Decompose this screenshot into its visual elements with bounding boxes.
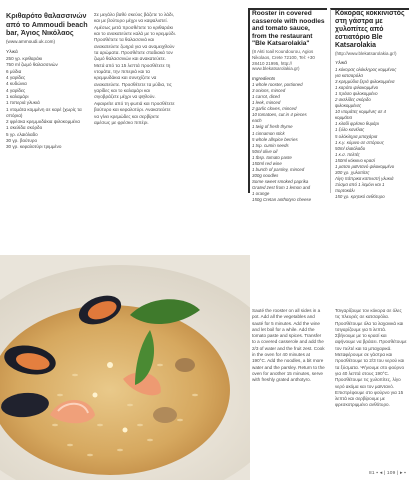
ingredient-item: Ξύσμα από 1 λεμόνι και 1 (335, 181, 385, 187)
left-recipe-method-column (94, 12, 176, 126)
ingredient-item: 1 κλαδί φρέσκο θυμάρι (335, 121, 380, 127)
left-recipe-title: Κριθαρότο θαλασσινών από το Ammoudi beach bar, Άγιος Νικόλαος (6, 11, 88, 38)
greek-recipe-method-column (335, 308, 407, 409)
ingredient-item: 750 ml ζωμό θαλασσινών (6, 62, 58, 68)
ingredient-item: 1 καρότο ψιλοκομμένο (335, 85, 379, 91)
cheese-flake (123, 428, 128, 433)
greek-ingredients-heading: Υλικά (335, 61, 347, 66)
ingredient-item: 150ml κόκκινο κρασί (335, 157, 375, 163)
ingredient-item: 5 ολόκληρα μπαχάρια (335, 133, 378, 139)
ingredient-item: 5 γρ. ελαιόλαδο (6, 131, 38, 137)
ingredient-item: 1 κ.σ. πελτές (335, 151, 360, 157)
left-ingredients-list (6, 56, 88, 150)
ingredient-item: 1 tbsp. tomato paste (252, 154, 292, 160)
ingredient-item: 30 γρ. βούτυρο (6, 138, 38, 144)
ingredient-item: 1 κ.γ. κύμινο σε σπόρους (335, 139, 384, 145)
page-footer: 81 ▪ ◂ | 109 | ▸ ▪ (369, 471, 406, 476)
ingredient-item: για κατσαρόλα (335, 73, 363, 79)
english-recipe-column (252, 10, 325, 203)
ingredient-item: 300 γρ. χυλοπίτες (335, 169, 370, 175)
ingredient-item: 300g noodles (252, 172, 279, 178)
ingredient-item: κομμάτια (335, 115, 353, 121)
ingredient-item: 2 φρέσκα κρεμμυδάκια ψιλοκομμένα (6, 119, 80, 125)
ingredient-item: 30 γρ. κεφαλοτύρι τριμμένο (6, 144, 62, 150)
ingredient-item: 5 whole allspice berries (252, 136, 298, 142)
ingredient-item: 1 καλαμάρι (6, 93, 29, 99)
ingredient-item: 1 tsp. cumin seeds (252, 142, 289, 148)
ingredient-item: 1 twig of fresh thyme (252, 124, 293, 130)
ingredient-item: 250 γρ. κριθαράκι (6, 56, 43, 62)
ingredient-item: 1 whole rooster, portioned (252, 82, 303, 88)
left-recipe-column (6, 12, 88, 151)
ingredient-item: 1 κόκορας ολόκληρος κομμένος (335, 67, 397, 72)
cheese-flake (107, 362, 113, 368)
ingredient-item: each (252, 118, 262, 124)
ingredient-item: 1 cinnamon stick (252, 130, 285, 136)
english-recipe-method-column (252, 308, 325, 384)
clam (153, 407, 177, 423)
ingredient-item: 150ml red wine (252, 160, 282, 166)
ingredient-item: Λίγη πάπρικα καπνιστή γλυκιά (335, 175, 394, 181)
ingredient-item: 3 κρεμμύδια ξερά ψιλοκομμένα (335, 79, 395, 85)
ingredient-item: 3 onions, minced (252, 88, 286, 94)
ingredient-item: 4 γαρίδες (6, 75, 26, 81)
food-photo (0, 255, 250, 480)
ingredient-item: 1 bunch of parsley, minced (252, 166, 305, 172)
clam (175, 358, 195, 372)
ingredient-item: ψιλοκομμένες (335, 103, 362, 109)
ingredient-item: 4 γαρίδες (6, 87, 26, 93)
english-recipe-address: (8 Akti Ioail Koundourou, Agios Nikolaos, Crete 72100, Tel: +30 28410 21995, http:// www.blekatsarolakia.gr) (252, 48, 315, 72)
left-recipe-url: (www.ammoudi.uk.com) (6, 38, 56, 44)
ingredient-item: 10 ντομάτες κομμένες σε 4 (335, 109, 386, 115)
english-ingredients-heading: Ingredients (252, 76, 276, 82)
greek-ingredients-list (335, 67, 407, 200)
greek-recipe-method: Τσιγαρίζουμε τον κόκορα σε όλες τις πλευρές σε κατσαρόλα. Προσθέτουμε όλα τα λαχανικά και τσιγαρίζουμε για 5 λεπτά. Σβήνουμε με το κρασί και αφήνουμε να βράσει. Προσθέτουμε τον πελτέ και τα μπαχαρικά. Μεταφέρουμε σε γάστρα και προσθέτουμε τα 2/3 του νερού και τα ξύσματα. Ψήνουμε στο φούρνο για 40 λεπτά στους 190°C. Προσθέτουμε τις χυλοπίτες, λίγο νερό ακόμα και τον μαϊντανό. Επιστρέφουμε στο φούρνο για 15 λεπτά και σερβίρουμε με φρεσκοτριμμένο ανθότυρο. (335, 308, 407, 408)
ingredient-item: 4 κυδώνια (6, 81, 27, 87)
ingredient-item: 150g Cretan anthotyro cheese (252, 197, 312, 203)
ingredient-item: 1 ματσο μαϊντανό ψιλοκομμένο (335, 163, 395, 169)
ingredient-item: 1 leek, minced (252, 100, 281, 106)
english-recipe-method: Sauté the rooster on all sides in a pot. Add all the vegetables and sauté for 5 minutes. Add the wine and let boil for a while. Add the tomato paste and spices. Transfer to a covered casserole and add the 2/3 of water and the fruit zest. Cook in the oven for 40 minutes at 190°C. Add the noodles, a bit more water and the parsley. Return to the oven for another 15 minutes, serve with freshly grated anthotyro. (252, 308, 325, 383)
ingredient-item: 1 πράσο ψιλοκομμένο (335, 91, 378, 97)
ingredient-item: 1 carrot, diced (252, 94, 280, 100)
ingredient-item: 2 garlic cloves, minced (252, 106, 297, 112)
greek-recipe-url: (http://www.blekatsarolakia.gr/) (335, 51, 397, 56)
ingredient-item: 50ml ελαιόλαδο (335, 145, 366, 151)
ingredient-item: Some sweet smoked paprika (252, 178, 309, 184)
ingredient-item: 50ml olive oil (252, 148, 278, 154)
left-ingredients-heading: Υλικά (6, 49, 18, 55)
left-recipe-method: Σε μεγάλο βαθύ σκεύος βάζετε το λάδι, και με βούτυρο μέχρι να καψαλιστεί. Αμέσως μετά προσθέτετε το κριθαράκι και το ανακατεύετε καλά με το κρεμμύδι. Προσθέτετε τα θαλασσινά και ανακατεύετε ζωηρά για να αναμειχθούν τα αρώματα. Προσθέτετε σταδιακά τον ζωμό θαλασσινών και ανακατεύετε. Μετά από τα 15 λεπτά προσθέτετε τη ντομάτα, την πιπεριά και τα κρεμμυδάκια και συνεχίζετε να ανακατεύετε. Προσθέτετε τα μύδια, τις γαρίδες και το καλαμάρι και σιγοβράζετε μέχρι να ψηθούν. Αφαιρείτε από τη φωτιά και προσθέτετε βούτυρο και κεφαλοτύρι. Ανακατεύετε να γίνει κρεμώδες και σερβίρετε αμέσως με φρέσκο πιπέρι. (94, 12, 176, 125)
ingredient-item: 1 ξύλο κανέλας (335, 127, 365, 133)
ingredient-item: 150 γρ. κρητικό ανθότυρο (335, 193, 385, 199)
english-ingredients-list (252, 82, 325, 203)
ingredient-item: 10 tomatoes, cut in 4 pieces (252, 112, 307, 118)
english-recipe-title: Rooster in covered casserole with noodles and tomato sauce, from the restaurant "Ble Katsarolakia" (252, 10, 325, 48)
orzo-bed (0, 305, 230, 475)
ingredient-item: σπόρια) (6, 112, 23, 118)
greek-recipe-column (335, 10, 407, 200)
ingredient-item: Grated zest from 1 lemon and (252, 184, 311, 190)
ingredient-item: 1 ντομάτα κομμένη σε καρέ (χωρίς τα (6, 106, 82, 112)
ingredient-item: 1 orange (252, 191, 270, 196)
ingredient-item: 1 πιπεριά γλυκιά (6, 100, 40, 106)
ingredient-item: 6 μύδια (6, 68, 22, 74)
ingredient-item: 2 σκελίδες σκόρδο (335, 97, 371, 103)
cheese-flake (93, 393, 98, 398)
ingredient-item: πορτοκάλι (335, 187, 355, 193)
greek-recipe-title: Κόκορας κοκκινιστός στη γάστρα με χυλοπίτες από εστιατόριο Ble Katsarolakia (335, 10, 405, 49)
ingredient-item: 1 σκελίδα σκόρδο (6, 125, 43, 131)
